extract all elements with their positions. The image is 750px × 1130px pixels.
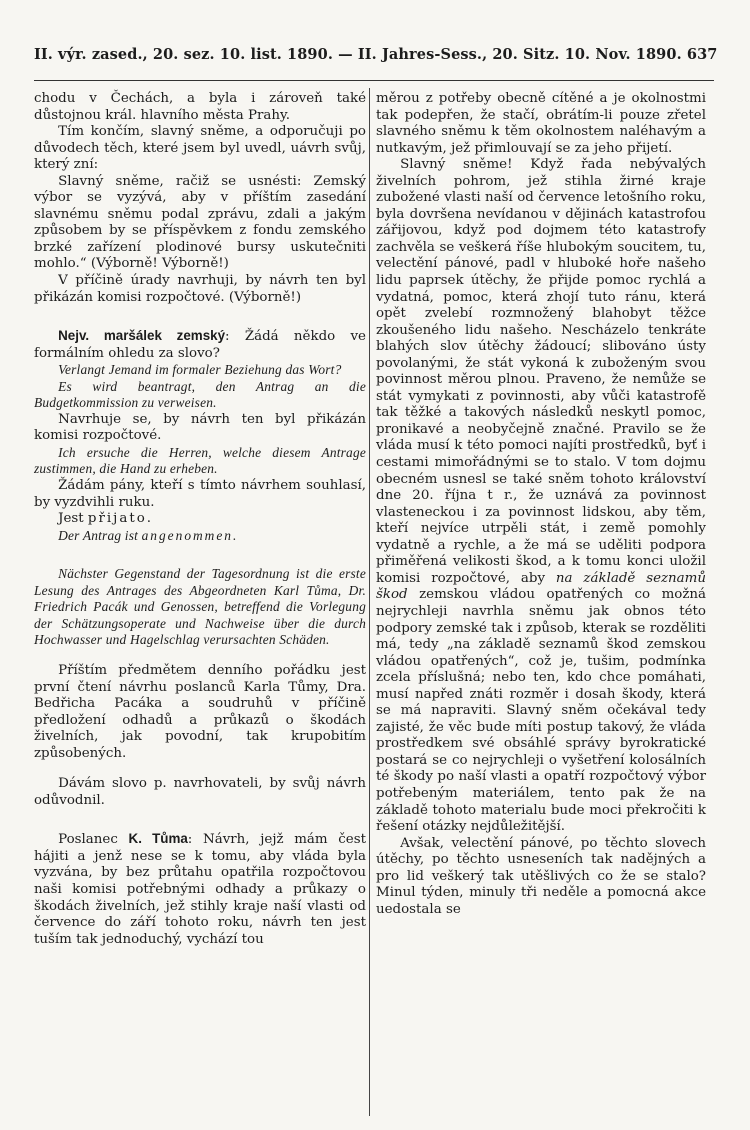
speaker-name: Nejv. maršálek zemský — [58, 328, 226, 344]
paragraph: Ich ersuche die Herren, welche diesem Antrage zustimmen, die Hand zu erheben. — [34, 444, 366, 477]
right-column — [376, 91, 706, 918]
paragraph: Dávám slovo p. navrhovateli, by svůj návrh odůvodnil. — [34, 776, 366, 808]
running-header — [34, 46, 718, 63]
paragraph: chodu v Čechách, a byla i zároveň také důstojnou král. hlavního města Prahy. — [34, 91, 366, 123]
paragraph: Nächster Gegenstand der Tagesordnung ist die erste Lesung des Antrages des Abgeordneten Karl Tůma, Dr. Friedrich Pacák und Genossen, betreffend die Vorlegung der Schätzungsoperate und Nachweise über die durch Hochwasser und Hagelschlag verursachten Schäden. — [34, 566, 366, 648]
paragraph: Slavný sněme! Když řada nebývalých živelních pohrom, jež stihla žirné kraje zubožené vlasti naší od července letošního roku, byla dovršena nevídanou v dějinách katastrofou zářijovou, když pod dojmem této katastrofy zachvěla se veškerá říše hlubokým soucitem, tu, velectění pánové, padl v hluboké hoře našeho lidu paprsek útěchy, že přijde pomoc rychlá a vydatná, pomoc, která zhojí tuto ránu, která opět zvelebí rozmnožený blahobyt těžce zkoušeného lidu našeho. Nescházelo tenkráte blahých slov útěchy žádoucí; slibováno ústy povolanými, že stát vykoná k zuboženým svou povinnost měrou plnou. Praveno, že nemůže se stát vymykati z povinnosti, aby vůči katastrofě tak těžké a takových následků neskytl pomoc, pronikavé a neobyčejně značné. Pravilo se že vláda musí k této pomoci najíti prostředků, byť i cestami mimořádnými se to stalo. V tom dojmu obecném usnesl se také sněm tohoto království dne 20. října t r., že uznává za povinnost vlasteneckou i za povinnost lidskou, aby těm, kteří nejvíce utrpěli stát, i země pomohly vydatně a rychle, a že má se uděliti podpora přiměřená velikosti škod, a k tomu konci uložil komisi rozpočtové, aby na základě seznamů škod zemskou vládou opatřených co možná nejrychleji navrhla sněmu jak obnos této podpory zemské tak i způsob, kterak se rozděliti má, tedy „na základě seznamů škod zemskou vládou opatřených“, což je, tušim, podmínka zcela příslušná; nebo ten, kdo chce pomáhati, musí napřed znáti rozměr i dosah škody, která se má napraviti. Slavný sněm očekával tedy zajisté, že věc bude míti postup takový, že vláda prostředkem své obsáhlé správy byrokratické postará se co nejrychleji o vyšetření kolosálních té škody po naší vlasti a opatří rozpočtový výbor potřebeným materiálem, tento pak že na základě tohoto materialu bude moci překročiti k řešení otázky nejdůležitější. — [376, 157, 706, 835]
header-czech: II. výr. zased., 20. sez. 10. list. 1890. — [34, 46, 333, 63]
speech-paragraph: Nejv. maršálek zemský: Žádá někdo ve formálním ohledu za slovo? — [34, 328, 366, 361]
header-dash: — — [338, 46, 353, 63]
header-rule — [34, 80, 714, 81]
emphasized-word: angenommen — [141, 527, 233, 543]
header-german: II. Jahres-Sess., 20. Sitz. 10. Nov. 1890. — [357, 46, 682, 63]
column-divider — [369, 88, 370, 1116]
paragraph: měrou z potřeby obecně cítěné a je okolnostmi tak podepřen, že stačí, obrátím-li pouze zřetel slavného sněmu k těm okolnostem naléhavým a nutkavým, jež přimlouvají se za jeho přijetí. — [376, 91, 706, 156]
page-number: 637 — [686, 46, 718, 63]
paragraph: Tím končím, slavný sněme, a odporučuji po důvodech těch, které jsem byl uvedl, uávrh svůj, který zní: — [34, 124, 366, 173]
paragraph: V příčině úrady navrhuji, by návrh ten byl přikázán komisi rozpočtové. (Výborně!) — [34, 273, 366, 305]
paragraph: Es wird beantragt, den Antrag an die Budgetkommission zu verweisen. — [34, 378, 366, 411]
paragraph: Příštím předmětem denního pořádku jest první čtení návrhu poslanců Karla Tůmy, Dra. Bedřicha Pacáka a soudruhů v příčině předložení odhadů a průkazů o škodách živelních, jak povodní, tak krupobitím způsobených. — [34, 662, 366, 761]
emphasized-word: přijato — [87, 511, 147, 527]
speaker-name: K. Tůma — [128, 831, 188, 847]
paragraph: Navrhuje se, by návrh ten byl přikázán komisi rozpočtové. — [34, 411, 366, 444]
paragraph: Slavný sněme, račiž se usnésti: Zemský výbor se vyzývá, aby v příštím zasedání slavnému sněmu podal zprávu, zdali a jakým způsobem by se příspěvkem z fondu zemského brzké zařízení plodinové bursy uskutečniti mohlo.“ (Výborně! Výborně!) — [34, 173, 366, 272]
paragraph: Der Antrag ist angenommen. — [58, 527, 237, 543]
paragraph: Jest přijato. — [58, 511, 152, 527]
left-column — [34, 91, 366, 948]
speech-paragraph: Poslanec K. Tůma: Návrh, jejž mám čest hájiti a jenž nese se k tomu, aby vláda byla vyzvána, by bez průtahu opatřila rozpočtovou naši komisi potřebnými odhady a průkazy o škodách živelních, jež stihly kraje naší vlasti od července do září tohoto roku, návrh ten jest tuším tak jednoduchý, vychází tou — [34, 831, 366, 947]
paragraph: Avšak, velectění pánové, po těchto slovech útěchy, po těchto usneseních tak nadějných a pro lid veškerý tak utěšlivých co že se stalo? Minul týden, minuly tři neděle a pomocná akce uedostala se — [376, 835, 706, 917]
paragraph: Verlangt Jemand im formaler Beziehung das Wort? — [58, 362, 342, 378]
paragraph: Žádám pány, kteří s tímto návrhem souhlasí, by vyzdvihli ruku. — [34, 478, 366, 510]
